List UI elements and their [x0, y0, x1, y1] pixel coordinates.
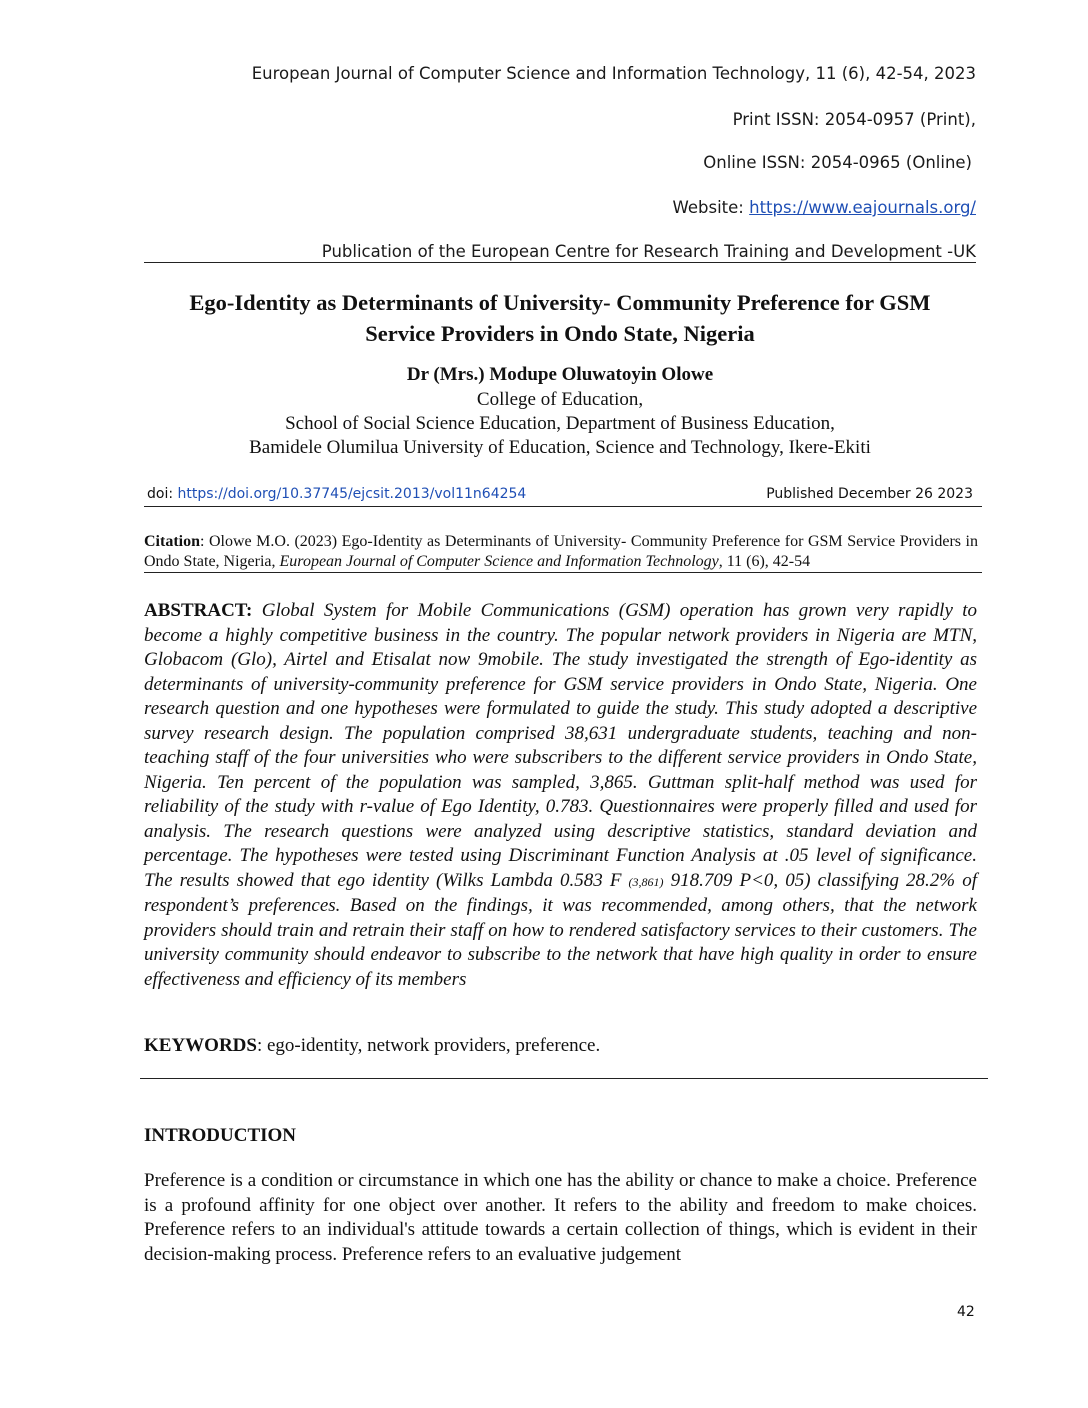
keywords-rule: [140, 1078, 988, 1079]
author-name: Dr (Mrs.) Modupe Oluwatoyin Olowe: [406, 364, 714, 385]
abstract-label: ABSTRACT:: [144, 600, 253, 621]
doi-label: doi:: [147, 486, 178, 502]
online-issn: Online ISSN: 2054-0965 (Online): [703, 153, 972, 172]
abstract-text: Global System for Mobile Communications (GSM) operation has grown very rapidly to become a highly competitive business in the country. The popular network providers in Nigeria are MTN, Globacom (Glo), Airtel and Etisalat now 9mobile. The study investigated the strength of Ego-identity as determinants of university-community preference for GSM service providers in Ondo State, Nigeria. One research question and one hypotheses were formulated to guide the study. This study adopted a descriptive survey research design. The population comprised 38,631 undergraduate students, teaching and non-teaching staff of the four universities who were subscribers to the different service providers in Ondo State, Nigeria. Ten percent of the population was sampled, 3,865. Guttman split-half method was used for reliability of the study with r-value of Ego Identity, 0.783. Questionnaires were properly filled and used for analysis. The research questions were analyzed using descriptive statistics, standard deviation and percentage. The hypotheses were tested using Discriminant Function Analysis at .05 level of significance. The results showed that ego identity (Wilks Lambda 0.583 F: [144, 600, 977, 891]
citation-label: Citation: [144, 533, 200, 550]
keywords-text: : ego-identity, network providers, preference.: [256, 1035, 601, 1056]
introduction-paragraph: Preference is a condition or circumstance in which one has the ability or chance to make a choice. Preference is a profound affinity for one object over another. It refers to the ability and freedom to make choices. Preference refers to an individual's attitude towards a certain collection of things, which is evident in their decision-making process. Preference refers to an evaluative judgement: [144, 1170, 977, 1265]
citation-pages: , 11 (6), 42-54: [718, 553, 811, 570]
website-line: [673, 198, 976, 217]
affiliation-line: College of Education,: [476, 389, 644, 410]
publisher-line: Publication of the European Centre for Research Training and Development -UK: [321, 242, 976, 261]
journal-header: European Journal of Computer Science and Information Technology, 11 (6), 42-54, 2023: [251, 64, 976, 83]
keywords: [144, 1035, 600, 1057]
affiliation-line: School of Social Science Education, Department of Business Education,: [285, 413, 835, 434]
abstract: [144, 599, 977, 992]
page-number: 42: [957, 1304, 975, 1320]
website-link[interactable]: https://www.eajournals.org/: [749, 198, 976, 217]
abstract-subscript: (3,861): [628, 874, 664, 889]
citation: [144, 532, 978, 572]
section-heading: INTRODUCTION: [144, 1125, 297, 1146]
citation-journal: European Journal of Computer Science and Information Technology: [279, 553, 719, 570]
citation-rule: [144, 572, 982, 573]
keywords-label: KEYWORDS: [144, 1035, 257, 1056]
doi-link[interactable]: https://doi.org/10.37745/ejcsit.2013/vol11n64254: [177, 486, 527, 502]
header-rule: [144, 262, 976, 263]
doi-row: [147, 486, 973, 502]
print-issn: Print ISSN: 2054-0957 (Print),: [732, 110, 976, 129]
doi-rule: [144, 506, 982, 507]
paper-title: [130, 287, 990, 349]
abstract-text-continued: 918.709 P<0, 05) classifying 28.2% of respondent’s preferences. Based on the findings, it was recommended, among others, that the network providers should train and retrain their staff on how to rendered satisfactory services to their customers. The university community should endeavor to subscribe to the network that have high quality in order to ensure effectiveness and efficiency of its members: [144, 869, 978, 990]
title-line-1: Ego-Identity as Determinants of University- Community Preference for GSM: [189, 290, 931, 315]
published-date: Published December 26 2023: [766, 486, 973, 502]
affiliation-line: Bamidele Olumilua University of Education, Science and Technology, Ikere-Ekiti: [249, 437, 871, 458]
website-label: Website:: [672, 198, 750, 217]
title-line-2: Service Providers in Ondo State, Nigeria: [365, 321, 755, 346]
citation-text: : Olowe M.O. (2023) Ego-Identity as Determinants of University- Community Preference for GSM Service Providers in Ondo State, Nigeria,: [144, 533, 978, 570]
